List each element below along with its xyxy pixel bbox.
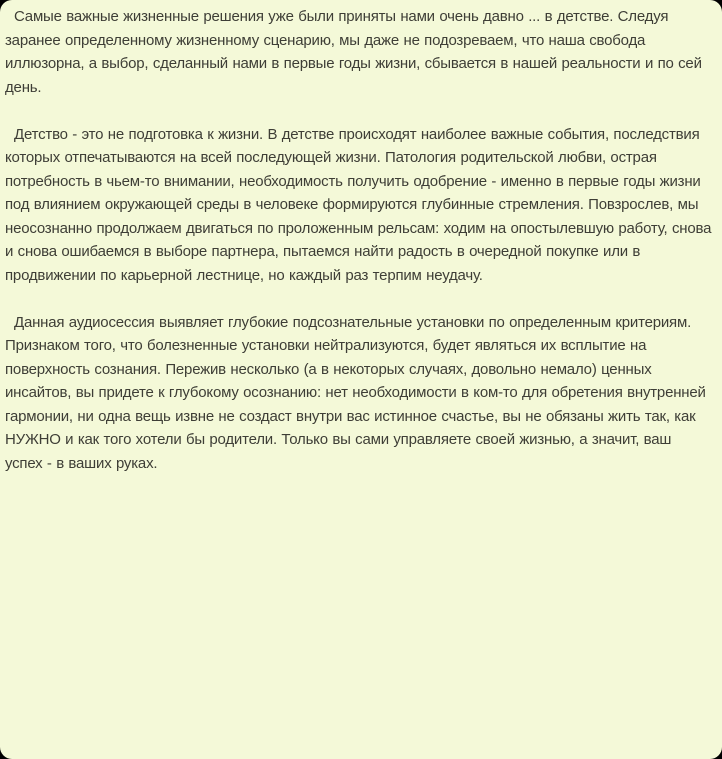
paragraph-childhood: Детство - это не подготовка к жизни. В детстве происходят наиболее важные события, последствия которых отпечатываются на всей последующей жизни. Патология родительской любви, острая потребность в чьем-то внимании, необходимость получить одобрение - именно в первые годы жизни под влиянием окружающей среды в человеке формируются глубинные стремления. Повзрослев, мы неосознанно продолжаем двигаться по проложенным рельсам: ходим на опостылевшую работу, снова и снова ошибаемся в выборе партнера, пытаемся найти радость в очередной покупке или в продвижении по карьерной лестнице, но каждый раз терпим неудачу. xyxy=(5,125,712,284)
paragraph-intro: Самые важные жизненные решения уже были приняты нами очень давно ... в детстве. Следуя заранее определенному жизненному сценарию, мы даже не подозреваем, что наша свобода иллюзорна, а выбор, сделанный нами в первые годы жизни, сбывается в нашей реальности и по сей день. xyxy=(5,8,702,96)
paragraph-audiosession: Данная аудиосессия выявляет глубокие подсознательные установки по определенным критериям. Признаком того, что болезненные установки нейтрализуются, будет являться их всплытие на поверхность сознания. Пережив несколько (а в некоторых случаях, довольно немало) ценных инсайтов, вы придете к глубокому осознанию: нет необходимости в ком-то для обретения внутренней гармонии, ни одна вещь извне не создаст внутри вас истинное счастье, вы не обязаны жить так, как НУЖНО и как того хотели бы родители. Только вы сами управляете своей жизнью, а значит, ваш успех - в ваших руках. xyxy=(5,313,706,472)
